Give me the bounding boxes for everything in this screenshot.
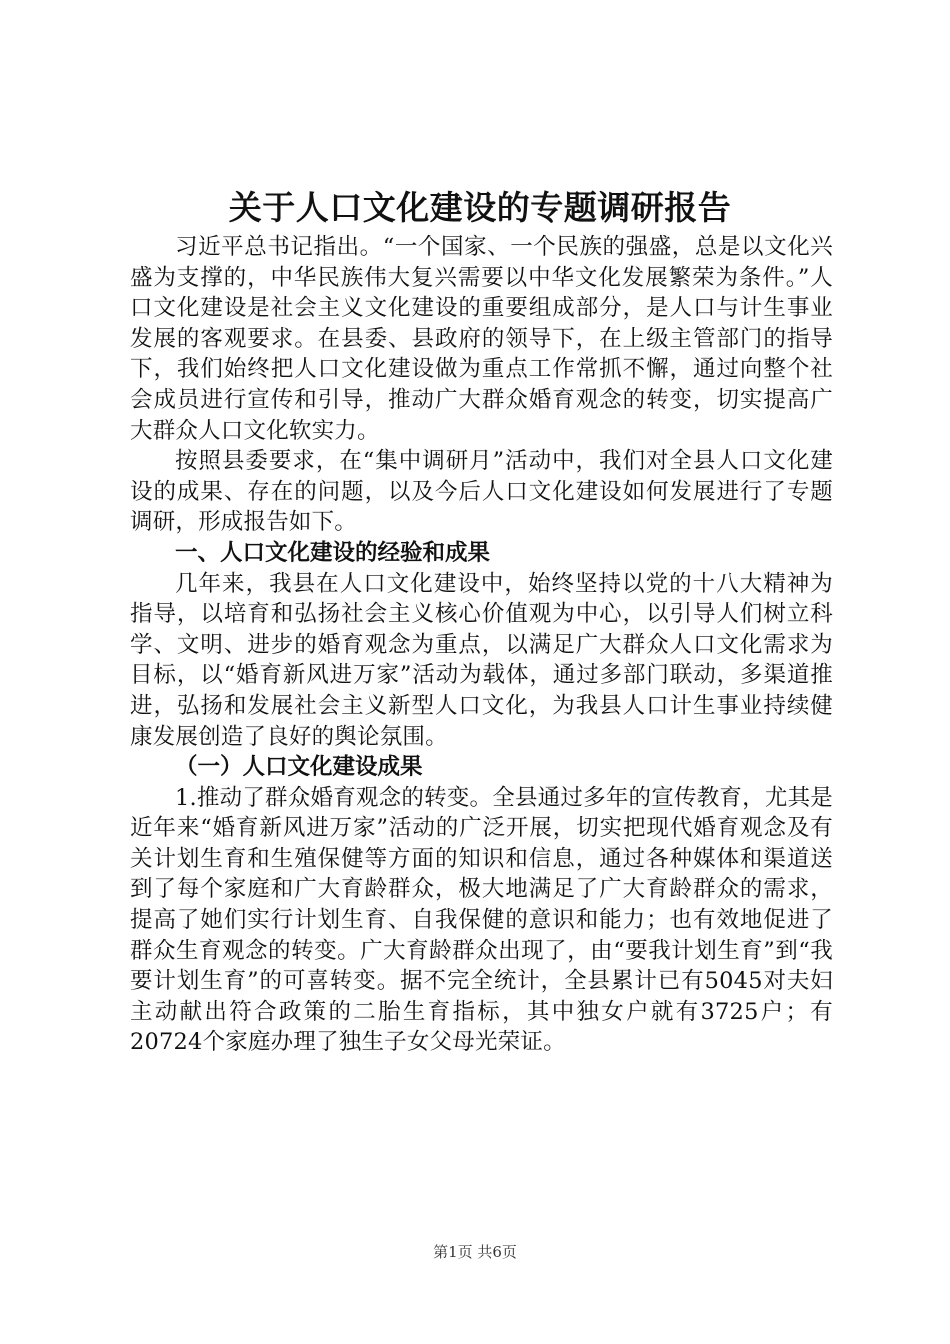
paragraph-intro: 习近平总书记指出。“一个国家、一个民族的强盛，总是以文化兴盛为支撑的，中华民族伟大复兴需要以中华文化发展繁荣为条件。”人口文化建设是社会主义文化建设的重要组成部分，是人口与计生事业发展的客观要求。在县委、县政府的领导下，在上级主管部门的指导下，我们始终把人口文化建设做为重点工作常抓不懈，通过向整个社会成员进行宣传和引导，推动广大群众婚育观念的转变，切实提高广大群众人口文化软实力。: [130, 234, 833, 444]
paragraph-experience: 几年来，我县在人口文化建设中，始终坚持以党的十八大精神为指导，以培育和弘扬社会主义核心价值观为中心，以引导人们树立科学、文明、进步的婚育观念为重点，以满足广大群众人口文化需求为目标，以“婚育新风进万家”活动为载体，通过多部门联动，多渠道推进，弘扬和发展社会主义新型人口文化，为我县人口计生事业持续健康发展创造了良好的舆论氛围。: [130, 570, 833, 750]
paragraph-research: 按照县委要求，在“集中调研月”活动中，我们对全县人口文化建设的成果、存在的问题，以及今后人口文化建设如何发展进行了专题调研，形成报告如下。: [130, 448, 833, 536]
paragraph-achievement-1: 1.推动了群众婚育观念的转变。全县通过多年的宣传教育，尤其是近年来“婚育新风进万家”活动的广泛开展，切实把现代婚育观念及有关计划生育和生殖保健等方面的知识和信息，通过各种媒体和渠道送到了每个家庭和广大育龄群众，极大地满足了广大育龄群众的需求，提高了她们实行计划生育、自我保健的意识和能力；也有效地促进了群众生育观念的转变。广大育龄群众出现了，由“要我计划生育”到“我要计划生育”的可喜转变。据不完全统计，全县累计已有5045对夫妇主动献出符合政策的二胎生育指标，其中独女户就有3725户；有20724个家庭办理了独生子女父母光荣证。: [130, 784, 833, 1056]
subsection-heading-1: （一）人口文化建设成果: [175, 754, 423, 781]
document-title: 关于人口文化建设的专题调研报告: [228, 188, 732, 227]
document-body: [130, 232, 833, 1058]
section-heading-1: 一、人口文化建设的经验和成果: [175, 539, 491, 566]
page-number-footer: 第1页 共6页: [433, 1243, 517, 1261]
